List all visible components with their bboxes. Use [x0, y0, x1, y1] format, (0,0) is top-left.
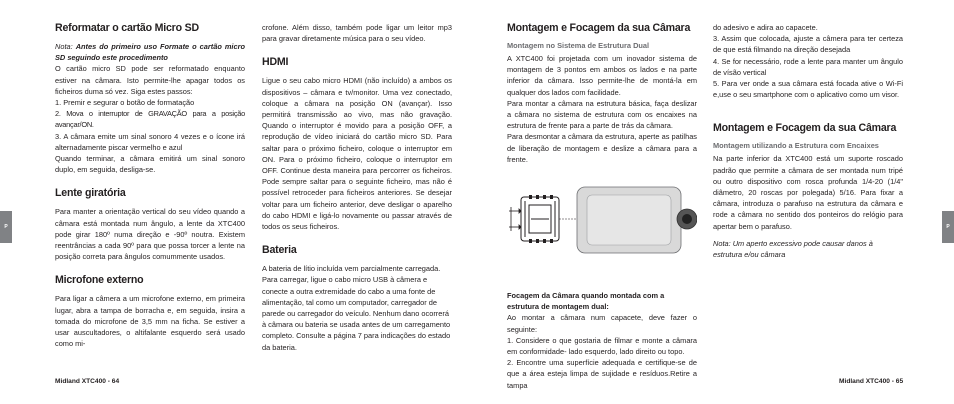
focus-caption: Focagem da Câmara quando montada com a estrutura de montagem dual: — [507, 291, 665, 312]
rotary-lens-text: Para manter a orientação vertical do seu vídeo quando a câmara está montada num ângulo, a lente da XTC400 pode girar 180º numa direção e -90º noutra. Existem reentrâncias a cada 90º para que possa torcer a lente na posição correta para ângulos comummente usados. — [55, 207, 245, 262]
page-footer-right: Midland XTC400 - 65 — [839, 378, 904, 385]
format-heading: Reformatar o cartão Micro SD — [55, 22, 199, 34]
left-column-1 — [55, 22, 245, 349]
mounting-text-1: A XTC400 foi projetada com um inovador sistema de montagem de 3 pontos em ambos os lados e na parte inferior da câmara. Isso permite-lhe de montá-la em qualquer dos lados com facilidade. — [507, 54, 697, 97]
focus-step-intro: Ao montar a câmara num capacete, deve fazer o seguinte: — [507, 313, 697, 334]
language-tab-label: P — [946, 224, 950, 230]
focus-step-1: 1. Considere o que gostaria de filmar e monte a câmara em conformidade- lado esquerdo, lado direito ou topo. — [507, 335, 697, 357]
focus-step-2: 2. Encontre uma superfície adequada e certifique-se de que a área esteja limpa de sujidade e resíduos.Retire a tampa — [507, 358, 697, 390]
tripod-note: Nota: Um aperto excessivo pode causar danos à estrutura e/ou câmara — [713, 238, 873, 260]
format-note — [55, 41, 245, 63]
format-note-prefix: Nota: — [55, 42, 73, 51]
hdmi-text: Ligue o seu cabo micro HDMI (não incluído) a ambos os dispositivos – câmara e tv/monitor. Uma vez conectado, coloque a câmara na posição ON (avançar). Isso permitirá transmissão ao vivo, mas não gravação. Quando o interruptor é movido para a posição OFF, a reprodução de vídeo iniciará do cartão micro SD. Para saltar para o próximo ficheiro, coloque o interruptor em ON. Para o próximo ficheiro, coloque o interruptor em OFF. Continue desta maneira para percorrer os ficheiros. Pode sempre saltar para o seguinte ficheiro, mas não é possível retroceder para ficheiros anteriores. Se desejar voltar para um ficheiro anterior, deve desligar o aparelho do cabo HDMI e ligá-lo novamente ou passar através de todos os seus ficheiros. — [262, 76, 452, 232]
camera-mount-illustration — [507, 171, 697, 271]
language-tab — [0, 211, 12, 243]
steps-continued-3: 3. Assim que colocada, ajuste a câmera para ter certeza de que está filmando na direção desejada — [713, 34, 903, 55]
external-mic-text: Para ligar a câmera a um microfone externo, em primeira lugar, abra a tampa de borracha e, em seguida, insira a tomada do microfone de 3,5 mm na ficha. Se estiver a usar auscultadores, o altifalante esquerdo será usado como mi- — [55, 294, 245, 349]
battery-heading: Bateria — [262, 244, 297, 257]
mounting-heading: Montagem e Focagem da sua Câmara — [507, 22, 691, 34]
battery-line-1: A bateria de lítio incluída vem parcialmente carregada. — [262, 264, 441, 274]
right-column-1 — [507, 22, 697, 391]
mic-continued-text: crofone. Além disso, também pode ligar um leitor mp3 para gravar diretamente música para o seu vídeo. — [262, 23, 452, 44]
format-step-3: 3. A câmara emite um sinal sonoro 4 vezes e o ícone irá alternadamente piscar vermelho e azul — [55, 131, 245, 152]
tripod-mount-text: Na parte inferior da XTC400 está um suporte roscado padrão que permite a câmara de ser montada num tripé ou outro dispositivo com rosca profunda 1/4-20 (1/4" diâmetro, 20 roscas por polegada) 5/16. Para fixar a câmara, introduza o parafuso na estrutura da câmara e rode a câmara no sentido dos ponteiros do relógio para apertar bem o parafuso. — [713, 154, 903, 231]
page-footer-left: Midland XTC400 - 64 — [55, 378, 120, 385]
format-note-text: Antes do primeiro uso Formate o cartão micro SD seguindo este procedimento — [55, 42, 245, 63]
battery-line-2: Para carregar, ligue o cabo micro USB à câmera e conecte a outra extremidade do cabo a uma fonte de alimentação, tal como um computador, carregador de parede ou carregador do veículo. Nenhum dano ocorrerá à câmara ou bateria se usada antes de um carregamento completo. Consulte a página 7 para indicações do estado da bateria. — [262, 275, 451, 352]
right-column-2 — [713, 22, 903, 260]
tripod-subheading: Montagem utilizando a Estrutura com Encaixes — [713, 141, 879, 151]
hdmi-heading: HDMI — [262, 56, 289, 69]
mounting-text-2: Para montar a câmara na estrutura básica, faça deslizar a câmara no sistema de estrutura com os encaixes na estrutura de frente para a parte de trás da câmara. — [507, 98, 697, 131]
steps-continued-1: do adesivo e adira ao capacete. — [713, 23, 818, 32]
format-step-2: 2. Mova o interruptor de GRAVAÇÃO para a posição avançar/ON. — [55, 109, 245, 130]
format-intro: O cartão micro SD pode ser reformatado enquanto estiver na câmara. Isto permite-lhe apagar todos os ficheiros duma só vez. Siga estes passos: — [55, 64, 245, 96]
dual-frame-subheading: Montagem no Sistema de Estrutura Dual — [507, 41, 650, 50]
right-page — [477, 0, 954, 404]
mounting-heading-2: Montagem e Focagem da sua Câmara — [713, 122, 897, 135]
steps-continued-5: 5. Para ver onde a sua câmara está focada ative o Wi-Fi e,use o seu smartphone com o aplicativo como um visor. — [713, 79, 903, 100]
format-step-1: 1. Premir e segurar o botão de formatação — [55, 98, 195, 108]
steps-continued-4: 4. Se for necessário, rode a lente para manter um ângulo de vísão vertical — [713, 56, 903, 77]
language-tab — [942, 211, 954, 243]
format-finish: Quando terminar, a câmara emitirá um sinal sonoro duplo, em seguida, desliga-se. — [55, 154, 245, 175]
mounting-text-3: Para desmontar a câmara da estrutura, aperte as patilhas de liberação de montagem e deslize a câmara para a frente. — [507, 132, 697, 164]
language-tab-label: P — [4, 224, 8, 230]
rotary-lens-heading: Lente giratória — [55, 187, 126, 200]
left-column-2 — [262, 22, 452, 353]
external-mic-heading: Microfone externo — [55, 274, 144, 287]
